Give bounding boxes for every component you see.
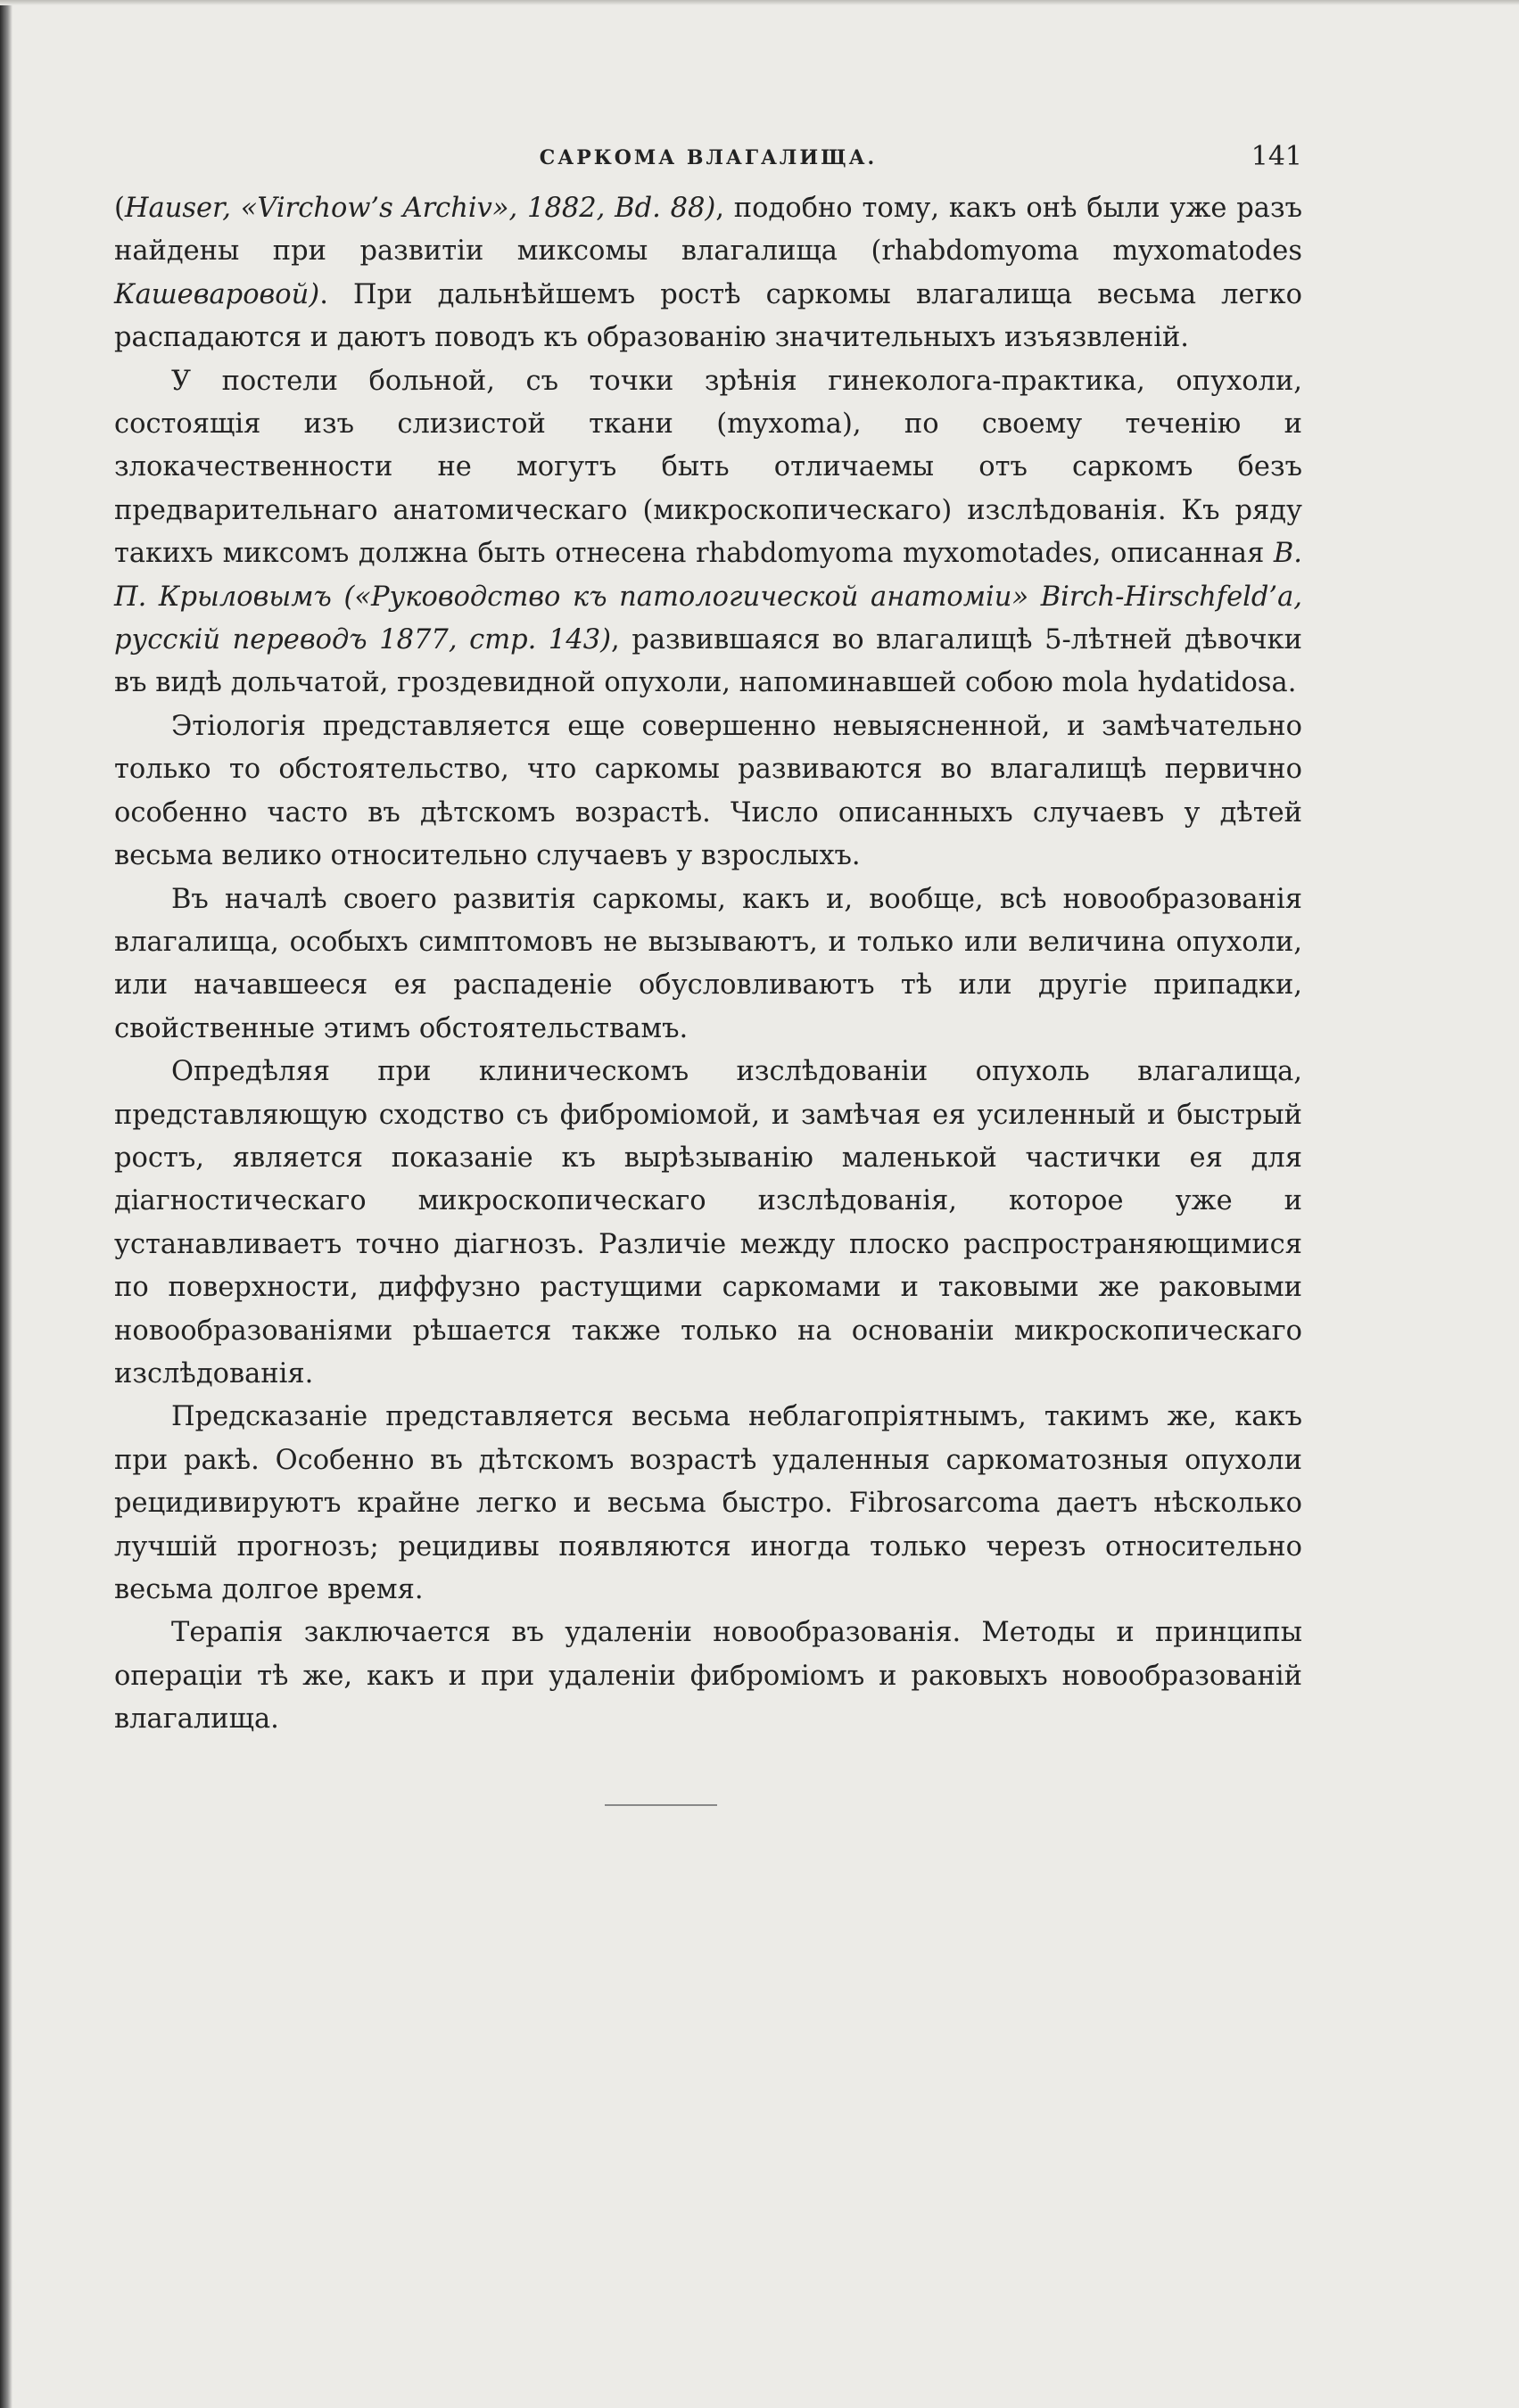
paragraph	[114, 878, 1302, 1051]
text-segment: У постели больной, съ точки зрѣнія гинеколога-практика, опухоли, состоящія изъ слизистой ткани (myxoma), по своему теченію и злокачественности не могутъ быть отличаемы отъ саркомъ безъ предварительнаго анатомическаго (микроскопическаго) изслѣдованія. Къ ряду такихъ миксомъ должна быть отнесена rhabdomyoma myxomotades, описанная	[114, 365, 1302, 570]
text-segment: , развившаяся во влагалищѣ 5-лѣтней дѣвочки въ видѣ дольчатой, гроздевидной опухоли, напоминавшей собою mola hydatidosa.	[114, 624, 1302, 699]
running-title: САРКОМА ВЛАГАЛИЩА.	[539, 146, 878, 169]
italic-segment: Hauser, «Virchow’s Archiv», 1882, Bd. 88)	[124, 193, 716, 224]
paragraph	[114, 1612, 1302, 1741]
text-segment: Терапія заключается въ удаленіи новообразованія. Методы и принципы операціи тѣ же, какъ и при удаленіи фиброміомъ и раковыхъ новообразованій влагалища.	[114, 1617, 1302, 1736]
text-segment: . При дальнѣйшемъ ростѣ саркомы влагалища весьма легко распадаются и даютъ поводъ къ образованію значительныхъ изъязвленій.	[114, 278, 1302, 354]
paragraph	[114, 360, 1302, 705]
end-rule	[605, 1804, 717, 1806]
page-scan-edge	[0, 0, 12, 2408]
text-segment: Предсказаніе представляется весьма неблагопріятнымъ, такимъ же, какъ при ракѣ. Особенно въ дѣтскомъ возрастѣ удаленныя саркоматозныя опухоли рецидивируютъ крайне легко и весьма быстро. Fibrosarcoma даетъ нѣсколько лучшій прогнозъ; рецидивы появляются иногда только черезъ относительно весьма долгое время.	[114, 1401, 1302, 1605]
text-segment: (	[114, 193, 125, 224]
page-number: 141	[1251, 141, 1302, 172]
italic-segment: В. П. Крыловымъ («Руководство къ патологической анатоміи» Birch-Hirschfeld’а, русскій переводъ 1877, стр. 143)	[114, 538, 1302, 656]
text-segment: Въ началѣ своего развитія саркомы, какъ и, вообще, всѣ новообразованія влагалища, особыхъ симптомовъ не вызываютъ, и только или величина опухоли, или начавшееся ея распаденіе обусловливаютъ тѣ или другіе припадки, свойственные этимъ обстоятельствамъ.	[114, 883, 1302, 1044]
body-text	[114, 187, 1302, 1742]
page-scan-top-edge	[0, 0, 1519, 5]
book-page	[114, 134, 1302, 1742]
text-segment: Опредѣляя при клиническомъ изслѣдованіи опухоль влагалища, представляющую сходство съ фиброміомой, и замѣчая ея усиленный и быстрый ростъ, является показаніе къ вырѣзыванію маленькой частички ея для діагностическаго микроскопическаго изслѣдованія, которое уже и устанавливаетъ точно діагнозъ. Различіе между плоско распространяющимися по поверхности, диффузно растущими саркомами и таковыми же раковыми новообразованіями рѣшается также только на основаніи микроскопическаго изслѣдованія.	[114, 1056, 1302, 1390]
paragraph	[114, 1396, 1302, 1612]
running-head	[114, 134, 1302, 187]
paragraph	[114, 187, 1302, 360]
italic-segment: Кашеваровой)	[114, 278, 320, 310]
paragraph	[114, 705, 1302, 878]
paragraph	[114, 1051, 1302, 1396]
text-segment: , подобно тому, какъ онѣ были уже разъ найдены при развитіи миксомы влагалища (rhabdomyoma myxomatodes	[114, 193, 1302, 268]
text-segment: Этіологія представляется еще совершенно невыясненной, и замѣчательно только то обстоятельство, что саркомы развиваются во влагалищѣ первично особенно часто въ дѣтскомъ возрастѣ. Число описанныхъ случаевъ у дѣтей весьма велико относительно случаевъ у взрослыхъ.	[114, 710, 1302, 872]
